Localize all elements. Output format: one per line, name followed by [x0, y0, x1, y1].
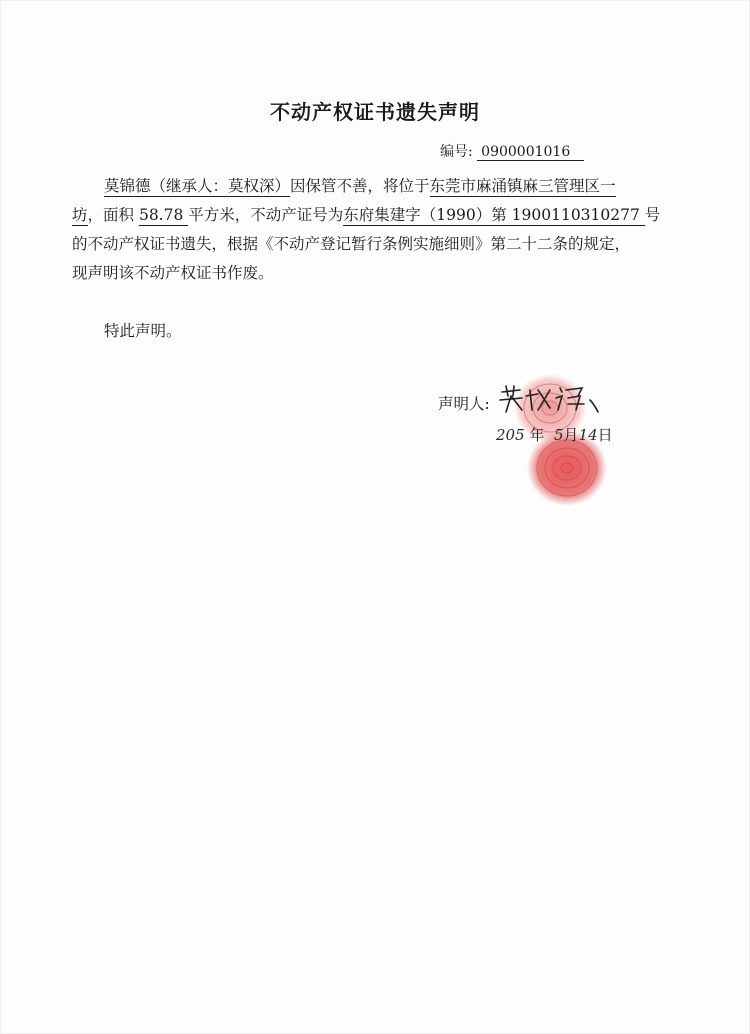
- property-area: 58.78: [138, 206, 189, 224]
- property-location-cont: 坊: [72, 206, 88, 224]
- date-month-char: 月: [563, 426, 579, 444]
- document-number-label: 编号:: [440, 144, 473, 160]
- document-number-value: 0900001016: [477, 144, 584, 161]
- date-year-char: 年: [529, 426, 545, 444]
- date-year: 205: [496, 426, 525, 444]
- date-month: 5: [553, 426, 564, 444]
- property-location: 东莞市麻涌镇麻三管理区一: [429, 177, 616, 195]
- owner-name: 莫锦德（继承人：莫权深）: [104, 177, 291, 195]
- statement-line-2: 坊，面积 58.78 平方米，不动产证号为东府集建字（1990）第 1900110310277 号: [72, 206, 661, 224]
- declarant-label: 声明人:: [438, 395, 490, 413]
- signature-date: [496, 424, 613, 445]
- statement-body: [72, 172, 692, 288]
- document-number: [440, 141, 584, 161]
- document-title: 不动产权证书遗失声明: [270, 100, 480, 124]
- statement-line-3: 的不动产权证书遗失，根据《不动产登记暂行条例实施细则》第二十二条的规定，: [72, 235, 631, 253]
- handwritten-signature: [498, 382, 608, 416]
- date-day-char: 日: [597, 426, 613, 444]
- date-day: 14: [578, 426, 598, 444]
- statement-line-1: 莫锦德（继承人：莫权深）因保管不善，将位于东莞市麻涌镇麻三管理区一: [104, 177, 616, 195]
- closing-remark: 特此声明。: [104, 322, 182, 340]
- statement-line-4: 现声明该不动产权证书作废。: [72, 264, 274, 282]
- certificate-number: 东府集建字（1990）第 1900110310277: [343, 206, 645, 224]
